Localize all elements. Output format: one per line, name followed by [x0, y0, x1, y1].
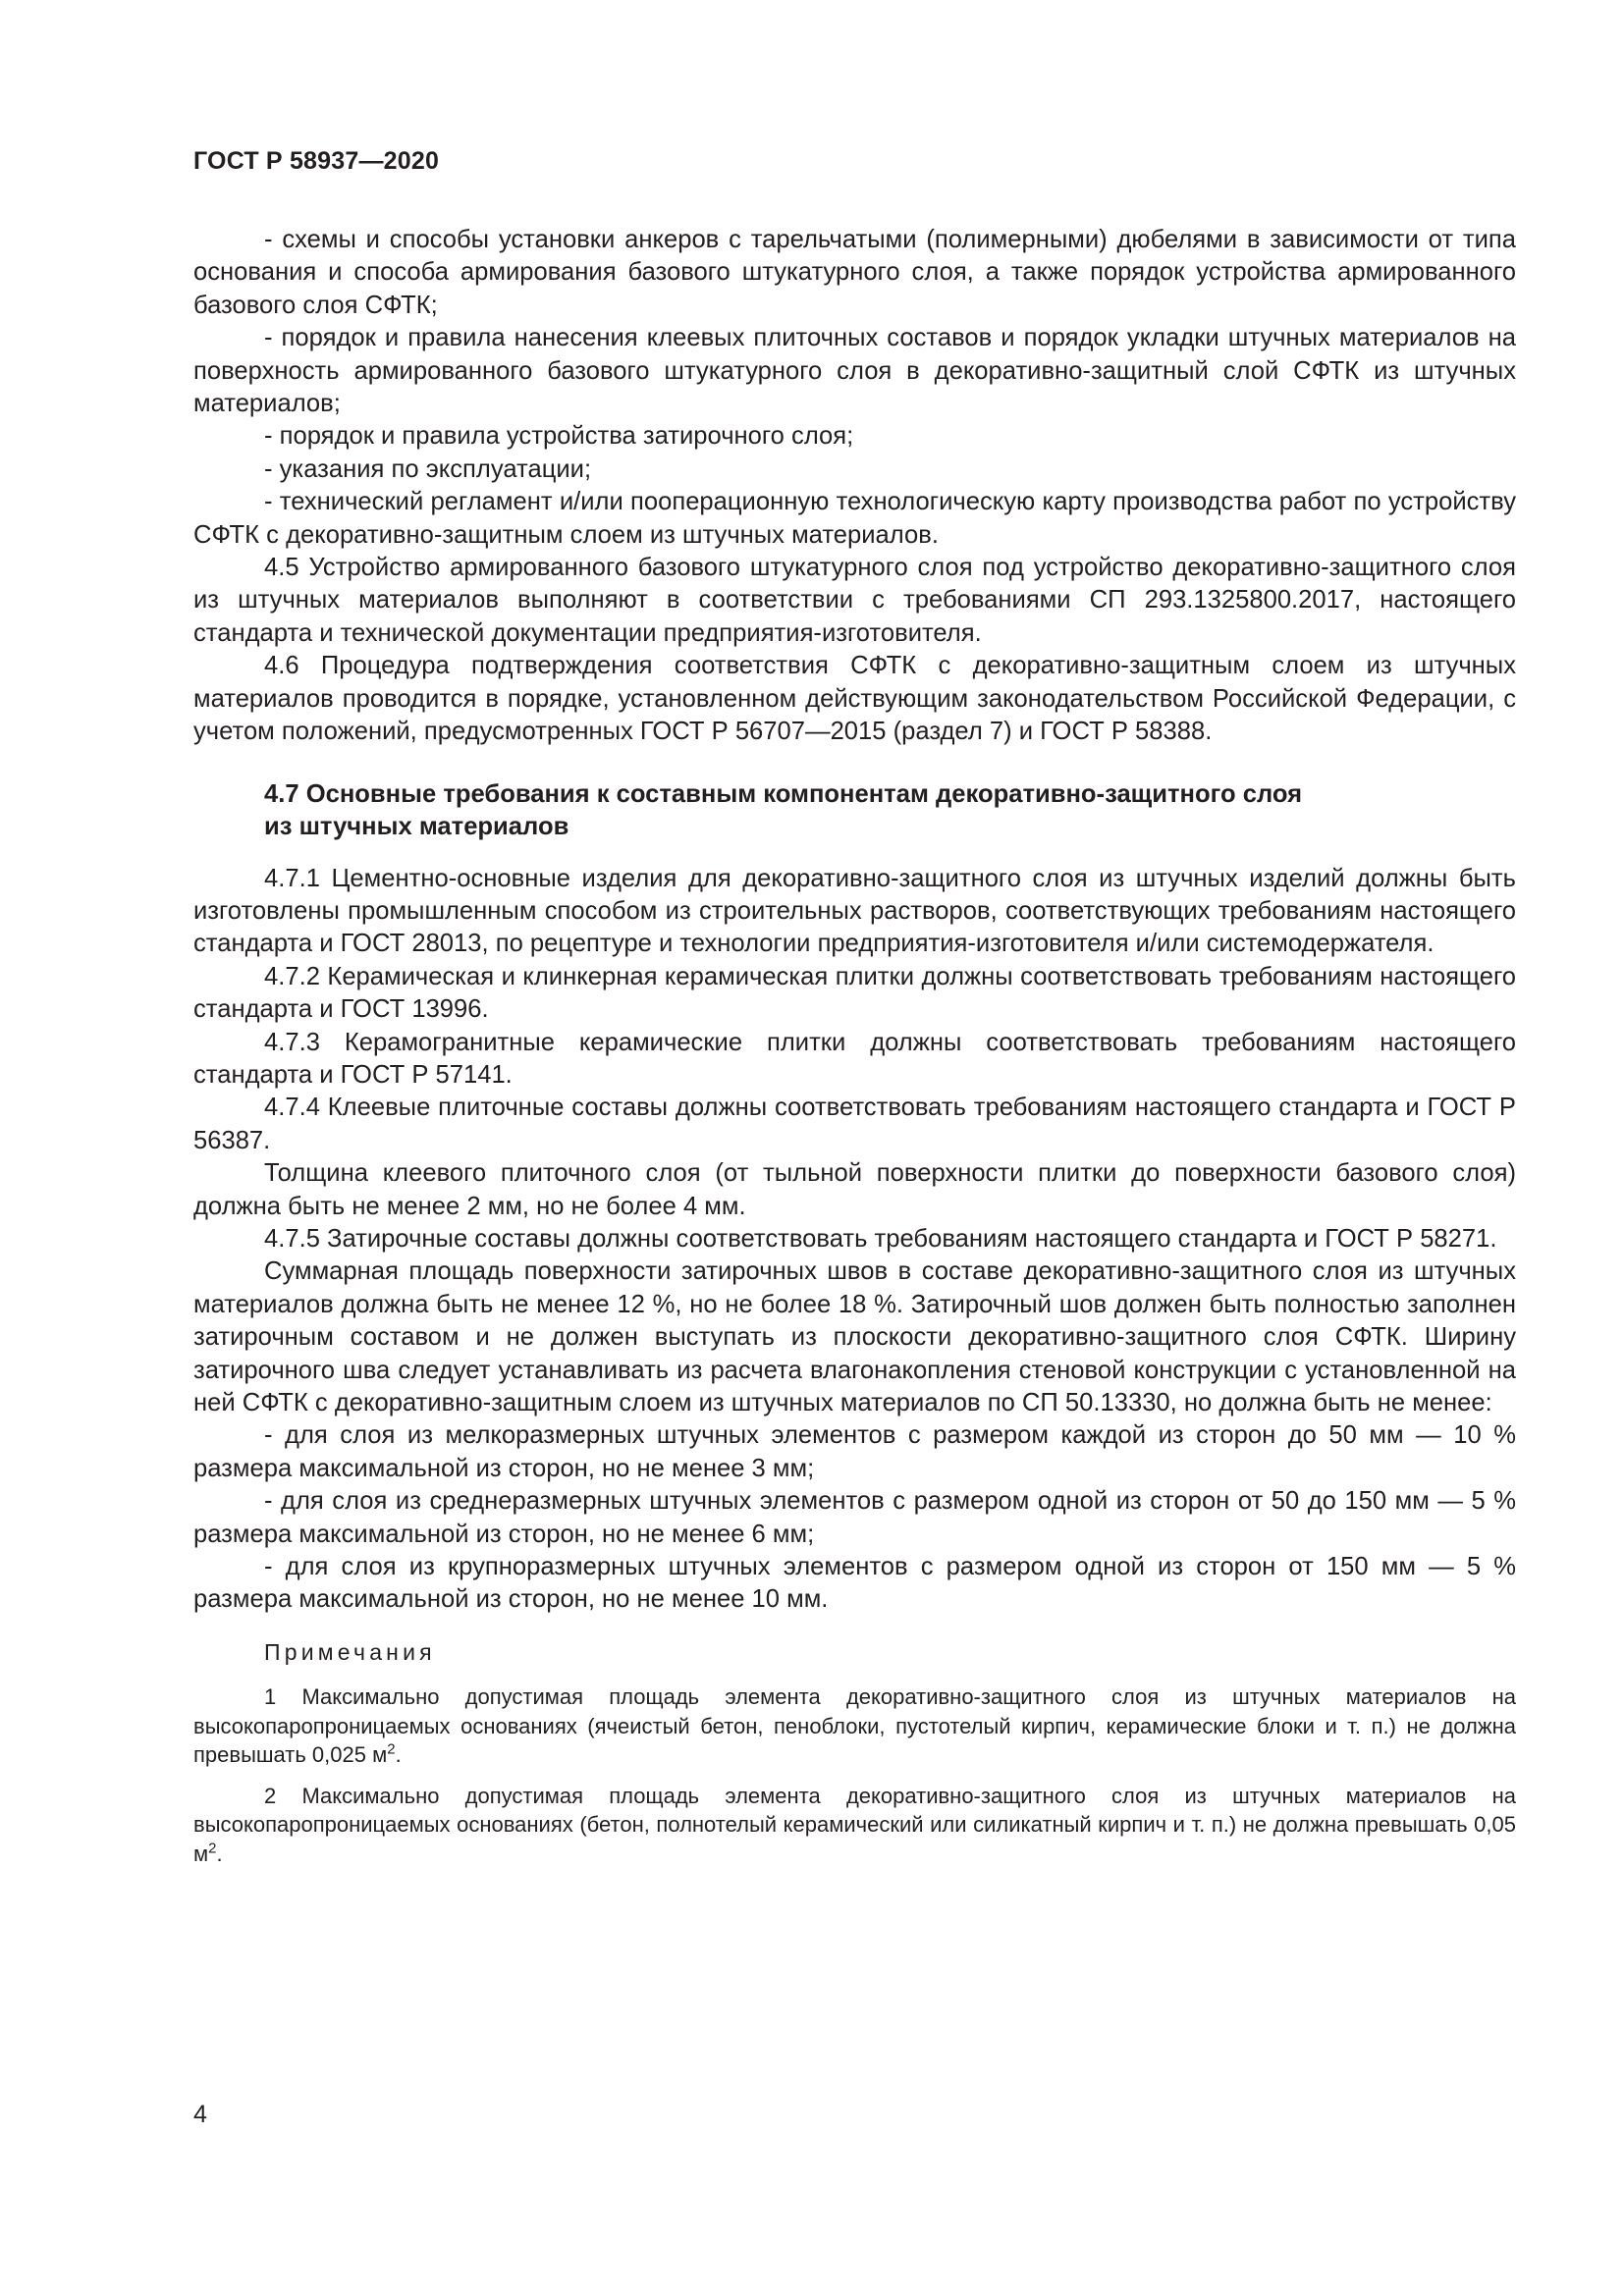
paragraph-4-7-3: 4.7.3 Керамогранитные керамические плитки должны соответствовать требованиям настоящего стандарта и ГОСТ Р 57141. — [193, 1028, 1516, 1089]
note-text: 1 Максимально допустимая площадь элемента декоративно-защитного слоя из штучных материалов на высокопаропроницаемых основаниях (ячеистый бетон, пеноблоки, пустотелый кирпич, керамические блоки и т. п.) не должна превышать 0,025 м — [193, 1684, 1516, 1768]
document-body — [193, 224, 1516, 1880]
superscript: 2 — [208, 1840, 217, 1857]
list-item: - для слоя из среднеразмерных штучных элементов с размером одной из сторон от 50 до 150 мм — 5 % размера максимальной из сторон, но не менее 6 мм; — [193, 1487, 1516, 1548]
section-heading-line: 4.7 Основные требования к составным компонентам декоративно-защитного слоя — [264, 779, 1303, 808]
list-item: - технический регламент и/или пооперационную технологическую карту производства работ по устройству СФТК с декоративно-защитным слоем из штучных материалов. — [193, 488, 1516, 549]
paragraph-adhesive-thickness: Толщина клеевого плиточного слоя (от тыльной поверхности плитки до поверхности базового слоя) должна быть не менее 2 мм, но не более 4 мм. — [193, 1159, 1516, 1220]
paragraph-4-7-5: 4.7.5 Затирочные составы должны соответствовать требованиям настоящего стандарта и ГОСТ Р 58271. — [264, 1224, 1497, 1253]
paragraph-4-5: 4.5 Устройство армированного базового штукатурного слоя под устройство декоративно-защитного слоя из штучных материалов выполняют в соответствии с требованиями СП 293.1325800.2017, настоящего стандарта и технической документации предприятия-изготовителя. — [193, 554, 1516, 647]
paragraph-joint-area: Суммарная площадь поверхности затирочных швов в составе декоративно-защитного слоя из штучных материалов должна быть не менее 12 %, но не более 18 %. Затирочный шов должен быть полностью заполнен затирочным составом и не должен выступать из плоскости декоративно-защитного слоя СФТК. Ширину затирочного шва следует устанавливать из расчета влагонакопления стеновой конструкции с установленной на ней СФТК с декоративно-защитным слоем из штучных материалов по СП 50.13330, но должна быть не менее: — [193, 1257, 1516, 1416]
section-heading-4-7 — [193, 778, 1423, 843]
note-1 — [193, 1682, 1516, 1770]
note-end: . — [216, 1841, 223, 1866]
list-item: - указания по эксплуатации; — [264, 454, 592, 483]
note-text: 2 Максимально допустимая площадь элемента декоративно-защитного слоя из штучных материалов на высокопаропроницаемых основаниях (бетон, полнотелый керамический или силикатный кирпич и т. п.) не должна превышать 0,05 м — [193, 1783, 1516, 1866]
paragraph-4-7-4: 4.7.4 Клеевые плиточные составы должны соответствовать требованиям настоящего стандарта и ГОСТ Р 56387. — [193, 1094, 1516, 1154]
list-item: - порядок и правила устройства затирочного слоя; — [264, 422, 854, 451]
list-item: - схемы и способы установки анкеров с тарельчатыми (полимерными) дюбелями в зависимости от типа основания и способа армирования базового штукатурного слоя, а также порядок устройства армированного базового слоя СФТК; — [193, 226, 1516, 319]
paragraph-4-7-2: 4.7.2 Керамическая и клинкерная керамическая плитки должны соответствовать требованиям настоящего стандарта и ГОСТ 13996. — [193, 962, 1516, 1024]
list-item: - для слоя из крупноразмерных штучных элементов с размером одной из сторон от 150 мм — 5 % размера максимальной из сторон, но не менее 10 мм. — [193, 1553, 1516, 1614]
note-end: . — [395, 1742, 402, 1768]
note-2 — [193, 1782, 1516, 1869]
page-number: 4 — [193, 2101, 207, 2128]
notes-title: Примечания — [264, 1638, 436, 1665]
section-heading-line: из штучных материалов — [264, 812, 569, 840]
superscript: 2 — [387, 1740, 396, 1758]
paragraph-4-7-1: 4.7.1 Цементно-основные изделия для декоративно-защитного слоя из штучных изделий должны быть изготовлены промышленным способом из строительных растворов, соответствующих требованиям настоящего стандарта и ГОСТ 28013, по рецептуре и технологии предприятия-изготовителя и/или системодержателя. — [193, 864, 1516, 958]
list-item: - для слоя из мелкоразмерных штучных элементов с размером каждой из сторон до 50 мм — 10 % размера максимальной из сторон, но не менее 3 мм; — [193, 1421, 1516, 1482]
paragraph-4-6: 4.6 Процедура подтверждения соответствия СФТК с декоративно-защитным слоем из штучных материалов проводится в порядке, установленном действующим законодательством Российской Федерации, с учетом положений, предусмотренных ГОСТ Р 56707—2015 (раздел 7) и ГОСТ Р 58388. — [193, 652, 1516, 746]
list-item: - порядок и правила нанесения клеевых плиточных составов и порядок укладки штучных материалов на поверхность армированного базового штукатурного слоя в декоративно-защитный слой СФТК из штучных материалов; — [193, 324, 1516, 418]
document-code-header: ГОСТ Р 58937—2020 — [193, 147, 440, 175]
